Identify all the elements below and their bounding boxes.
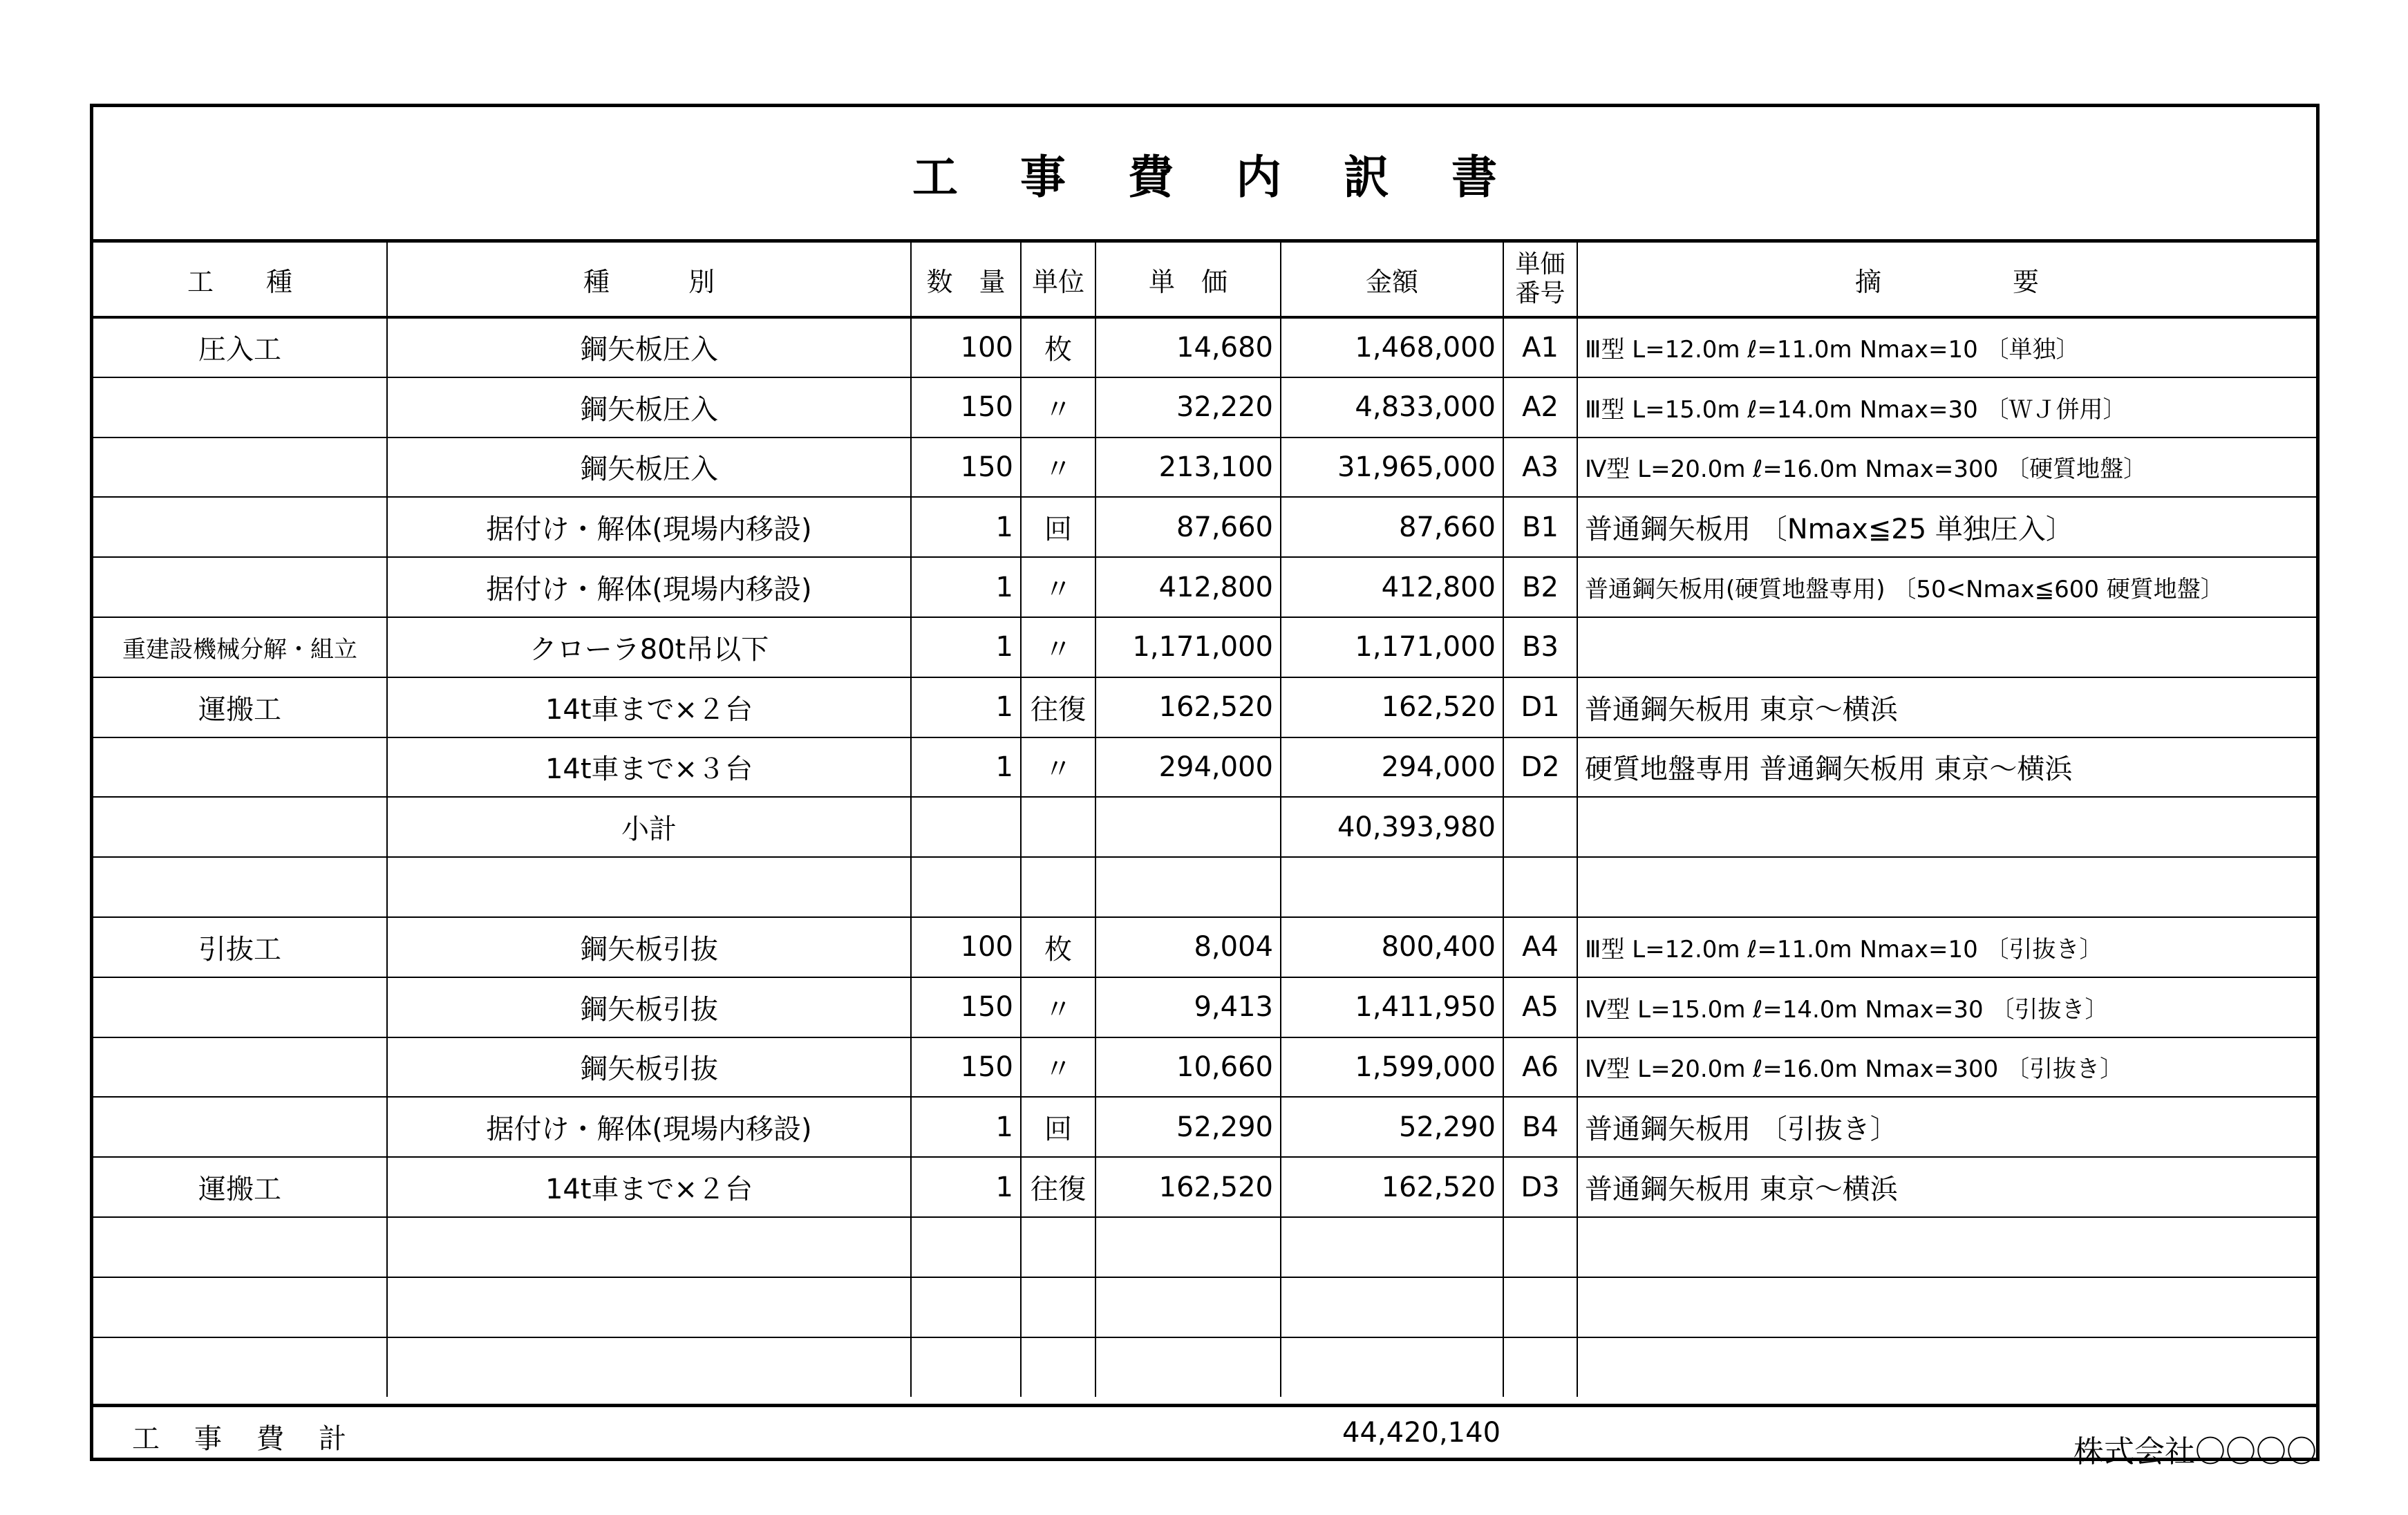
cell-quantity <box>911 1277 1021 1337</box>
cell-unit-price <box>1095 797 1281 857</box>
table-row <box>93 1217 2316 1277</box>
cell-unit-price: 1,171,000 <box>1095 617 1281 677</box>
document-title: 工事費内訳書 <box>912 151 1559 204</box>
cell-unit: 〃 <box>1021 437 1095 498</box>
cell-category: 鋼矢板圧入 <box>387 317 911 377</box>
cell-price-no <box>1503 857 1577 917</box>
cell-work-type <box>93 1097 387 1157</box>
cell-summary <box>1577 857 2316 917</box>
table-row <box>93 497 2316 557</box>
cell-category: 鋼矢板圧入 <box>387 437 911 498</box>
cell-work-type: 引抜工 <box>93 917 387 977</box>
cell-price-no: D1 <box>1503 677 1577 737</box>
cell-unit: 枚 <box>1021 917 1095 977</box>
total-row <box>93 1404 2316 1458</box>
cell-amount: 40,393,980 <box>1281 797 1503 857</box>
cell-summary: 普通鋼矢板用 東京～横浜 <box>1577 1157 2316 1217</box>
table-row <box>93 1037 2316 1098</box>
cell-summary <box>1577 1217 2316 1277</box>
cell-unit <box>1021 1217 1095 1277</box>
cell-price-no: B3 <box>1503 617 1577 677</box>
cell-amount <box>1281 1277 1503 1337</box>
cell-work-type: 運搬工 <box>93 677 387 737</box>
header-quantity: 数 量 <box>911 243 1021 317</box>
cell-unit-price: 10,660 <box>1095 1037 1281 1098</box>
cell-category: 据付け・解体(現場内移設) <box>387 557 911 617</box>
table-row <box>93 1277 2316 1337</box>
title-bar <box>93 107 2316 243</box>
cell-work-type <box>93 1337 387 1398</box>
cell-category <box>387 1217 911 1277</box>
table-row <box>93 317 2316 377</box>
cell-summary: 普通鋼矢板用 〔Nmax≦25 単独圧入〕 <box>1577 497 2316 557</box>
cell-summary <box>1577 617 2316 677</box>
cell-amount <box>1281 1337 1503 1398</box>
cell-summary: Ⅲ型 L=12.0m ℓ=11.0m Nmax=10 〔単独〕 <box>1577 317 2316 377</box>
breakdown-table <box>93 243 2316 1397</box>
cell-category: 14t車まで×２台 <box>387 1157 911 1217</box>
cell-summary: 普通鋼矢板用 〔引抜き〕 <box>1577 1097 2316 1157</box>
cell-amount <box>1281 1217 1503 1277</box>
cell-unit-price: 52,290 <box>1095 1097 1281 1157</box>
table-row <box>93 857 2316 917</box>
cell-summary: 硬質地盤専用 普通鋼矢板用 東京～横浜 <box>1577 737 2316 798</box>
estimate-sheet <box>90 104 2320 1461</box>
cell-summary: 普通鋼矢板用(硬質地盤専用) 〔50<Nmax≦600 硬質地盤〕 <box>1577 557 2316 617</box>
cell-category: 据付け・解体(現場内移設) <box>387 497 911 557</box>
cell-unit: 〃 <box>1021 377 1095 437</box>
cell-amount: 1,171,000 <box>1281 617 1503 677</box>
cell-amount: 162,520 <box>1281 677 1503 737</box>
cell-category: 14t車まで×２台 <box>387 677 911 737</box>
cell-work-type <box>93 377 387 437</box>
cell-price-no: A5 <box>1503 977 1577 1037</box>
table-row <box>93 1097 2316 1157</box>
cell-summary <box>1577 1337 2316 1398</box>
cell-amount: 162,520 <box>1281 1157 1503 1217</box>
cell-summary <box>1577 1277 2316 1337</box>
cell-quantity: 1 <box>911 497 1021 557</box>
cell-work-type <box>93 797 387 857</box>
cell-quantity: 150 <box>911 1037 1021 1098</box>
cell-quantity <box>911 857 1021 917</box>
cell-amount: 4,833,000 <box>1281 377 1503 437</box>
cell-category: 鋼矢板引抜 <box>387 917 911 977</box>
cell-unit-price: 213,100 <box>1095 437 1281 498</box>
cell-quantity: 1 <box>911 617 1021 677</box>
cell-unit-price: 9,413 <box>1095 977 1281 1037</box>
cell-quantity <box>911 1217 1021 1277</box>
cell-quantity: 150 <box>911 437 1021 498</box>
cell-unit: 〃 <box>1021 557 1095 617</box>
cell-unit-price: 8,004 <box>1095 917 1281 977</box>
cell-unit: 〃 <box>1021 1037 1095 1098</box>
cell-amount: 412,800 <box>1281 557 1503 617</box>
cell-work-type <box>93 1037 387 1098</box>
cell-unit-price: 162,520 <box>1095 1157 1281 1217</box>
table-row <box>93 437 2316 498</box>
cell-price-no: A2 <box>1503 377 1577 437</box>
cell-quantity: 1 <box>911 557 1021 617</box>
cell-quantity: 1 <box>911 677 1021 737</box>
cell-price-no: A6 <box>1503 1037 1577 1098</box>
header-amount: 金額 <box>1281 243 1503 317</box>
total-value: 44,420,140 <box>1342 1417 1501 1449</box>
cell-amount: 31,965,000 <box>1281 437 1503 498</box>
cell-unit-price: 412,800 <box>1095 557 1281 617</box>
cell-quantity: 100 <box>911 317 1021 377</box>
table-row <box>93 677 2316 737</box>
cell-work-type <box>93 557 387 617</box>
cell-work-type <box>93 857 387 917</box>
cell-work-type: 圧入工 <box>93 317 387 377</box>
cell-category: 鋼矢板圧入 <box>387 377 911 437</box>
cell-price-no: B4 <box>1503 1097 1577 1157</box>
cell-category <box>387 1277 911 1337</box>
cell-work-type: 運搬工 <box>93 1157 387 1217</box>
cell-unit: 回 <box>1021 497 1095 557</box>
cell-category: 小計 <box>387 797 911 857</box>
cell-quantity: 150 <box>911 977 1021 1037</box>
cell-unit-price <box>1095 1277 1281 1337</box>
cell-summary: Ⅲ型 L=12.0m ℓ=11.0m Nmax=10 〔引抜き〕 <box>1577 917 2316 977</box>
cell-price-no <box>1503 1277 1577 1337</box>
header-summary: 摘 要 <box>1577 243 2316 317</box>
cell-amount: 1,411,950 <box>1281 977 1503 1037</box>
cell-quantity <box>911 797 1021 857</box>
cell-amount: 87,660 <box>1281 497 1503 557</box>
cell-price-no: A1 <box>1503 317 1577 377</box>
table-row <box>93 557 2316 617</box>
cell-quantity <box>911 1337 1021 1398</box>
cell-unit: 往復 <box>1021 1157 1095 1217</box>
cell-unit-price: 294,000 <box>1095 737 1281 798</box>
cell-quantity: 1 <box>911 1157 1021 1217</box>
cell-price-no: A3 <box>1503 437 1577 498</box>
cell-amount: 294,000 <box>1281 737 1503 798</box>
header-unit-price: 単 価 <box>1095 243 1281 317</box>
cell-work-type: 重建設機械分解・組立 <box>93 617 387 677</box>
table-row <box>93 797 2316 857</box>
cell-unit: 〃 <box>1021 977 1095 1037</box>
cell-price-no <box>1503 1217 1577 1277</box>
cell-category <box>387 1337 911 1398</box>
table-row <box>93 377 2316 437</box>
cell-unit: 〃 <box>1021 737 1095 798</box>
cell-unit: 往復 <box>1021 677 1095 737</box>
table-row <box>93 917 2316 977</box>
cell-price-no <box>1503 797 1577 857</box>
cell-quantity: 1 <box>911 737 1021 798</box>
cell-work-type <box>93 437 387 498</box>
cell-work-type <box>93 1277 387 1337</box>
cell-unit-price: 32,220 <box>1095 377 1281 437</box>
cell-category: 鋼矢板引抜 <box>387 977 911 1037</box>
cell-unit <box>1021 1337 1095 1398</box>
cell-summary: Ⅲ型 L=15.0m ℓ=14.0m Nmax=30 〔ＷＪ併用〕 <box>1577 377 2316 437</box>
cell-unit-price <box>1095 857 1281 917</box>
cell-quantity: 100 <box>911 917 1021 977</box>
cell-work-type <box>93 497 387 557</box>
cell-category <box>387 857 911 917</box>
cell-category: クローラ80t吊以下 <box>387 617 911 677</box>
cell-quantity: 1 <box>911 1097 1021 1157</box>
total-label: 工事費計 <box>132 1423 381 1455</box>
cell-summary: Ⅳ型 L=15.0m ℓ=14.0m Nmax=30 〔引抜き〕 <box>1577 977 2316 1037</box>
cell-amount: 52,290 <box>1281 1097 1503 1157</box>
cell-amount: 800,400 <box>1281 917 1503 977</box>
cell-price-no: B2 <box>1503 557 1577 617</box>
cell-price-no <box>1503 1337 1577 1398</box>
cell-quantity: 150 <box>911 377 1021 437</box>
cell-price-no: A4 <box>1503 917 1577 977</box>
cell-amount: 1,599,000 <box>1281 1037 1503 1098</box>
table-body <box>93 317 2316 1397</box>
cell-category: 据付け・解体(現場内移設) <box>387 1097 911 1157</box>
cell-work-type <box>93 1217 387 1277</box>
cell-price-no: D3 <box>1503 1157 1577 1217</box>
cell-unit-price: 87,660 <box>1095 497 1281 557</box>
table-row <box>93 1157 2316 1217</box>
cell-work-type <box>93 737 387 798</box>
cell-amount: 1,468,000 <box>1281 317 1503 377</box>
cell-category: 14t車まで×３台 <box>387 737 911 798</box>
cell-unit-price: 162,520 <box>1095 677 1281 737</box>
cell-unit: 枚 <box>1021 317 1095 377</box>
cell-summary: 普通鋼矢板用 東京～横浜 <box>1577 677 2316 737</box>
cell-category: 鋼矢板引抜 <box>387 1037 911 1098</box>
header-work-type: 工 種 <box>93 243 387 317</box>
cell-unit: 回 <box>1021 1097 1095 1157</box>
cell-unit <box>1021 857 1095 917</box>
header-category: 種 別 <box>387 243 911 317</box>
header-row <box>93 243 2316 317</box>
company-name: 株式会社〇〇〇〇 <box>2073 1434 2317 1469</box>
cell-unit-price: 14,680 <box>1095 317 1281 377</box>
cell-unit-price <box>1095 1217 1281 1277</box>
cell-amount <box>1281 857 1503 917</box>
cell-work-type <box>93 977 387 1037</box>
cell-unit <box>1021 797 1095 857</box>
table-row <box>93 977 2316 1037</box>
cell-summary: Ⅳ型 L=20.0m ℓ=16.0m Nmax=300 〔硬質地盤〕 <box>1577 437 2316 498</box>
cell-price-no: D2 <box>1503 737 1577 798</box>
cell-summary <box>1577 797 2316 857</box>
table-row <box>93 617 2316 677</box>
table-row <box>93 737 2316 798</box>
cell-unit-price <box>1095 1337 1281 1398</box>
cell-summary: Ⅳ型 L=20.0m ℓ=16.0m Nmax=300 〔引抜き〕 <box>1577 1037 2316 1098</box>
table-row <box>93 1337 2316 1398</box>
cell-unit <box>1021 1277 1095 1337</box>
cell-unit: 〃 <box>1021 617 1095 677</box>
header-unit: 単位 <box>1021 243 1095 317</box>
cell-price-no: B1 <box>1503 497 1577 557</box>
header-price-no: 単価 番号 <box>1503 243 1577 317</box>
